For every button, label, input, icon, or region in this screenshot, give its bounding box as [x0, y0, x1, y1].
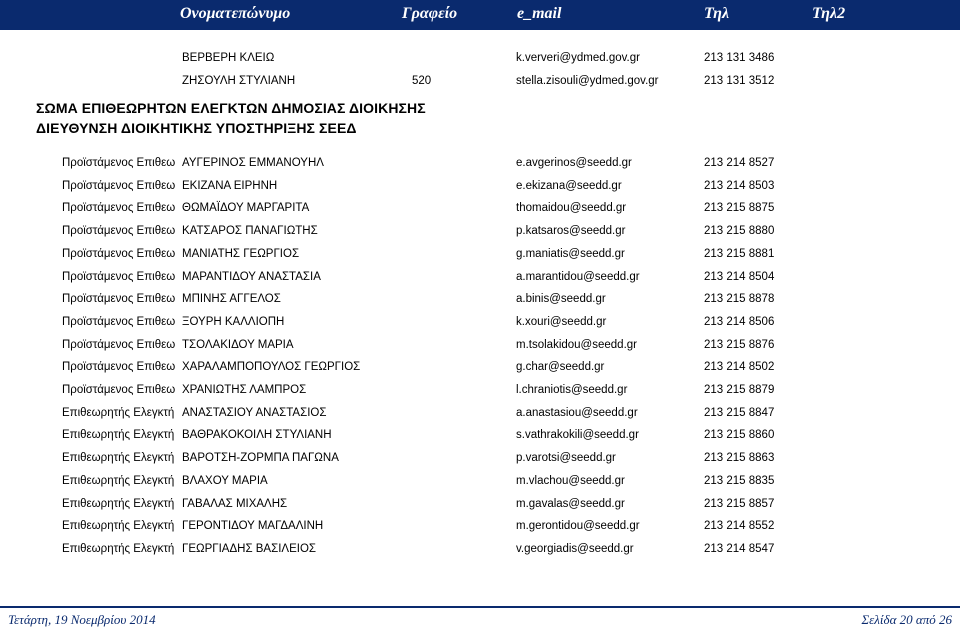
cell-phone: 213 214 8552 — [704, 520, 775, 533]
cell-phone: 213 214 8504 — [704, 270, 775, 283]
cell-phone: 213 215 8857 — [704, 497, 775, 510]
cell-name: ΕΚΙΖΑΝΑ ΕΙΡΗΝΗ — [182, 179, 278, 192]
cell-email: g.char@seedd.gr — [516, 361, 605, 374]
header-phone2: Τηλ2 — [812, 5, 846, 22]
cell-phone: 213 214 8502 — [704, 361, 775, 374]
cell-name: ΑΝΑΣΤΑΣΙΟΥ ΑΝΑΣΤΑΣΙΟΣ — [182, 406, 327, 419]
cell-email: k.xouri@seedd.gr — [516, 315, 607, 328]
cell-role: Επιθεωρητής Ελεγκτή — [62, 452, 175, 465]
table-row — [0, 225, 960, 241]
cell-phone: 213 215 8863 — [704, 452, 775, 465]
cell-role: Επιθεωρητής Ελεγκτή — [62, 497, 175, 510]
cell-email: s.vathrakokili@seedd.gr — [516, 429, 639, 442]
cell-email: p.varotsi@seedd.gr — [516, 452, 616, 465]
header-phone: Τηλ — [704, 5, 730, 22]
table-row — [0, 452, 960, 468]
cell-name: ΘΩΜΑΪΔΟΥ ΜΑΡΓΑΡΙΤΑ — [182, 202, 310, 215]
cell-phone: 213 215 8876 — [704, 338, 775, 351]
cell-name: ΜΠΙΝΗΣ ΑΓΓΕΛΟΣ — [182, 293, 281, 306]
cell-email: l.chraniotis@seedd.gr — [516, 384, 628, 396]
cell-phone: 213 214 8506 — [704, 315, 775, 328]
cell-email: m.gavalas@seedd.gr — [516, 497, 625, 510]
cell-name: ΒΑΡΟΤΣΗ-ΖΟΡΜΠΑ ΠΑΓΩΝΑ — [182, 452, 339, 465]
footer-page-number: Σελίδα 20 από 26 — [861, 612, 952, 627]
cell-role: Προϊστάμενος Επιθεω — [62, 315, 176, 328]
cell-phone: 213 215 8835 — [704, 474, 775, 487]
table-row — [0, 407, 960, 423]
cell-phone: 213 215 8881 — [704, 247, 775, 260]
cell-role: Προϊστάμενος Επιθεω — [62, 293, 176, 306]
cell-email: e.avgerinos@seedd.gr — [516, 157, 632, 169]
table-row — [0, 316, 960, 332]
cell-role: Επιθεωρητής Ελεγκτή — [62, 406, 175, 419]
footer-divider — [0, 606, 960, 608]
cell-email: e.ekizana@seedd.gr — [516, 179, 622, 192]
cell-name: ΖΗΣΟΥΛΗ ΣΤΥΛΙΑΝΗ — [182, 75, 296, 87]
cell-phone: 213 214 8503 — [704, 179, 775, 192]
header-email: e_mail — [517, 5, 562, 22]
table-row — [0, 75, 960, 91]
cell-role: Προϊστάμενος Επιθεω — [62, 247, 176, 260]
cell-role: Προϊστάμενος Επιθεω — [62, 384, 176, 396]
cell-role: Προϊστάμενος Επιθεω — [62, 202, 176, 215]
table-row — [0, 248, 960, 264]
section-subtitle: ΔΙΕΥΘΥΝΣΗ ΔΙΟΙΚΗΤΙΚΗΣ ΥΠΟΣΤΗΡΙΞΗΣ ΣΕΕΔ — [36, 120, 357, 136]
table-row — [0, 361, 960, 377]
table-row — [0, 384, 960, 400]
section-title: ΣΩΜΑ ΕΠΙΘΕΩΡΗΤΩΝ ΕΛΕΓΚΤΩΝ ΔΗΜΟΣΙΑΣ ΔΙΟΙΚΗΣΗΣ — [36, 100, 426, 116]
cell-phone: 213 214 8547 — [704, 542, 775, 555]
cell-name: ΒΑΘΡΑΚΟΚΟΙΛΗ ΣΤΥΛΙΑΝΗ — [182, 429, 332, 442]
cell-role: Προϊστάμενος Επιθεω — [62, 225, 176, 238]
cell-name: ΑΥΓΕΡΙΝΟΣ ΕΜΜΑΝΟΥΗΛ — [182, 157, 324, 169]
cell-phone: 213 131 3512 — [704, 75, 775, 87]
cell-name: ΤΣΟΛΑΚΙΔΟΥ ΜΑΡΙΑ — [182, 338, 294, 351]
cell-phone: 213 214 8527 — [704, 157, 775, 169]
table-row — [0, 543, 960, 559]
cell-name: ΒΕΡΒΕΡΗ ΚΛΕΙΩ — [182, 52, 275, 64]
cell-email: a.marantidou@seedd.gr — [516, 270, 640, 283]
cell-email: p.katsaros@seedd.gr — [516, 225, 626, 238]
table-row — [0, 157, 960, 173]
table-header — [0, 0, 960, 30]
cell-name: ΓΕΡΟΝΤΙΔΟΥ ΜΑΓΔΑΛΙΝΗ — [182, 520, 324, 533]
cell-role: Επιθεωρητής Ελεγκτή — [62, 474, 175, 487]
cell-email: m.vlachou@seedd.gr — [516, 474, 625, 487]
cell-phone: 213 215 8878 — [704, 293, 775, 306]
cell-email: a.anastasiou@seedd.gr — [516, 406, 638, 419]
cell-phone: 213 215 8847 — [704, 406, 775, 419]
cell-email: a.binis@seedd.gr — [516, 293, 606, 306]
cell-email: g.maniatis@seedd.gr — [516, 247, 625, 260]
cell-role: Προϊστάμενος Επιθεω — [62, 157, 176, 169]
cell-email: k.ververi@ydmed.gov.gr — [516, 52, 640, 64]
table-row — [0, 271, 960, 287]
table-row — [0, 293, 960, 309]
cell-role: Προϊστάμενος Επιθεω — [62, 179, 176, 192]
table-row — [0, 202, 960, 218]
cell-role: Επιθεωρητής Ελεγκτή — [62, 520, 175, 533]
cell-office: 520 — [412, 75, 432, 87]
cell-email: v.georgiadis@seedd.gr — [516, 542, 634, 555]
cell-email: m.tsolakidou@seedd.gr — [516, 338, 637, 351]
cell-role: Επιθεωρητής Ελεγκτή — [62, 542, 175, 555]
table-row — [0, 475, 960, 491]
cell-phone: 213 215 8880 — [704, 225, 775, 238]
cell-role: Επιθεωρητής Ελεγκτή — [62, 429, 175, 442]
cell-phone: 213 215 8879 — [704, 384, 775, 396]
cell-email: m.gerontidou@seedd.gr — [516, 520, 640, 533]
cell-name: ΒΛΑΧΟΥ ΜΑΡΙΑ — [182, 474, 268, 487]
cell-name: ΧΡΑΝΙΩΤΗΣ ΛΑΜΠΡΟΣ — [182, 384, 307, 396]
table-row — [0, 429, 960, 445]
header-name: Ονοματεπώνυμο — [180, 5, 291, 22]
cell-name: ΜΑΝΙΑΤΗΣ ΓΕΩΡΓΙΟΣ — [182, 247, 300, 260]
footer-date: Τετάρτη, 19 Νοεμβρίου 2014 — [8, 612, 156, 627]
cell-phone: 213 131 3486 — [704, 52, 775, 64]
cell-name: ΜΑΡΑΝΤΙΔΟΥ ΑΝΑΣΤΑΣΙΑ — [182, 270, 321, 283]
table-row — [0, 520, 960, 536]
header-office: Γραφείο — [402, 5, 458, 22]
cell-name: ΧΑΡΑΛΑΜΠΟΠΟΥΛΟΣ ΓΕΩΡΓΙΟΣ — [182, 361, 361, 374]
table-row — [0, 498, 960, 514]
cell-name: ΚΑΤΣΑΡΟΣ ΠΑΝΑΓΙΩΤΗΣ — [182, 225, 318, 238]
table-row — [0, 180, 960, 196]
table-row — [0, 52, 960, 68]
table-row — [0, 339, 960, 355]
cell-name: ΓΕΩΡΓΙΑΔΗΣ ΒΑΣΙΛΕΙΟΣ — [182, 542, 317, 555]
cell-role: Προϊστάμενος Επιθεω — [62, 361, 176, 374]
cell-role: Προϊστάμενος Επιθεω — [62, 270, 176, 283]
cell-phone: 213 215 8860 — [704, 429, 775, 442]
cell-name: ΓΑΒΑΛΑΣ ΜΙΧΑΛΗΣ — [182, 497, 288, 510]
cell-role: Προϊστάμενος Επιθεω — [62, 338, 176, 351]
cell-email: stella.zisouli@ydmed.gov.gr — [516, 75, 659, 87]
cell-phone: 213 215 8875 — [704, 202, 775, 215]
cell-email: thomaidou@seedd.gr — [516, 202, 627, 215]
cell-name: ΞΟΥΡΗ ΚΑΛΛΙΟΠΗ — [182, 315, 285, 328]
